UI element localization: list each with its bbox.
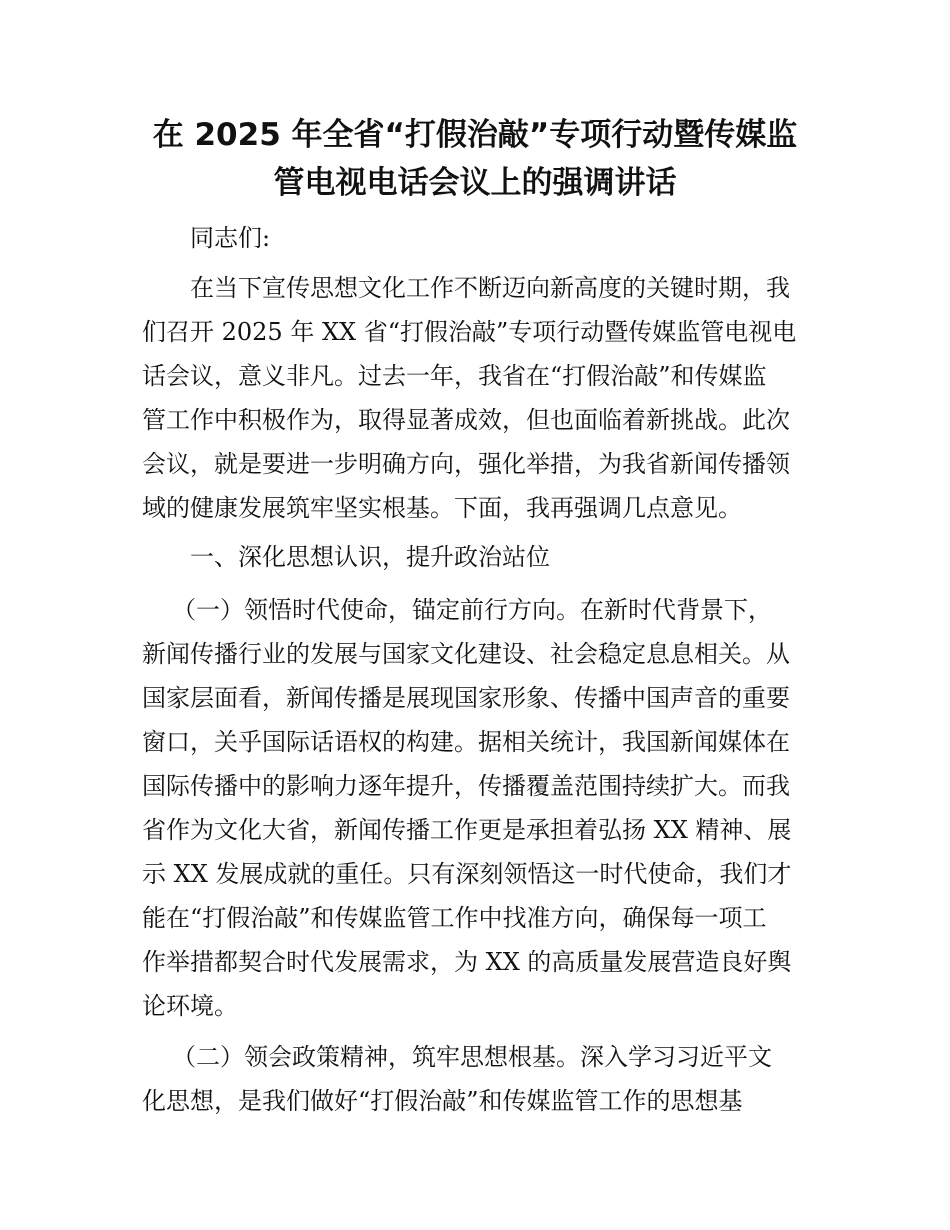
- paragraph-line: 们召开 2025 年 XX 省“打假治敲”专项行动暨传媒监管电视电: [142, 318, 797, 346]
- document-title-line-1: 在 2025 年全省“打假治敲”专项行动暨传媒监: [152, 117, 798, 153]
- paragraph-line: 化思想，是我们做好“打假治敲”和传媒监管工作的思想基: [142, 1087, 743, 1115]
- paragraph-line: 新闻传播行业的发展与国家文化建设、社会稳定息息相关。从: [142, 640, 790, 668]
- paragraph-line: 国际传播中的影响力逐年提升，传播覆盖范围持续扩大。而我: [142, 772, 790, 800]
- paragraph-line: 论环境。: [142, 992, 238, 1020]
- paragraph-line: 省作为文化大省，新闻传播工作更是承担着弘扬 XX 精神、展: [142, 816, 792, 844]
- paragraph-line: 作举措都契合时代发展需求，为 XX 的高质量发展营造良好舆: [142, 948, 792, 976]
- paragraph-line: 窗口，关乎国际话语权的构建。据相关统计，我国新闻媒体在: [142, 728, 790, 756]
- section-heading: 一、深化思想认识，提升政治站位: [190, 543, 550, 571]
- subsection-line: （一）领悟时代使命，锚定前行方向。在新时代背景下，: [172, 596, 772, 624]
- paragraph-line: 国家层面看，新闻传播是展现国家形象、传播中国声音的重要: [142, 684, 790, 712]
- document-title-line-2: 管电视电话会议上的强调讲话: [273, 165, 677, 201]
- paragraph-line: 能在“打假治敲”和传媒监管工作中找准方向，确保每一项工: [142, 904, 767, 932]
- paragraph-line: 会议，就是要进一步明确方向，强化举措，为我省新闻传播领: [142, 450, 790, 478]
- subsection-line: （二）领会政策精神，筑牢思想根基。深入学习习近平文: [172, 1043, 772, 1071]
- paragraph-line: 在当下宣传思想文化工作不断迈向新高度的关键时期，我: [190, 274, 790, 302]
- paragraph-line: 示 XX 发展成就的重任。只有深刻领悟这一时代使命，我们才: [142, 860, 792, 888]
- paragraph-line: 域的健康发展筑牢坚实根基。下面，我再强调几点意见。: [142, 494, 742, 522]
- paragraph-line: 话会议，意义非凡。过去一年，我省在“打假治敲”和传媒监: [142, 362, 767, 390]
- paragraph-line: 管工作中积极作为，取得显著成效，但也面临着新挑战。此次: [142, 406, 790, 434]
- greeting: 同志们:: [190, 224, 271, 252]
